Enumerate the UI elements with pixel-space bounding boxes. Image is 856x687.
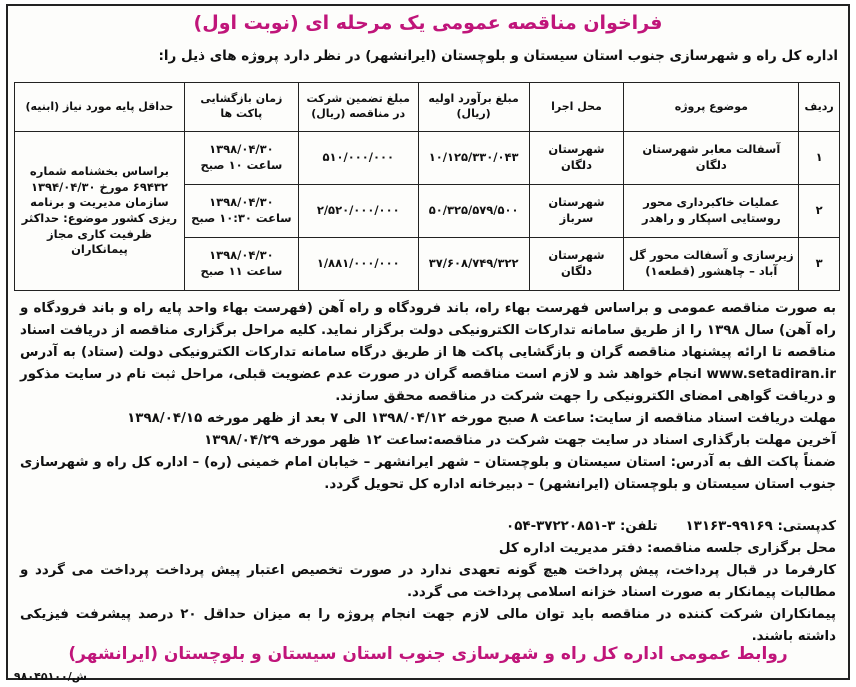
payment-paragraph: کارفرما در قبال پرداخت، پیش پرداخت هیچ گونه تعهدی ندارد در صورت تخصیص اعتبار پیش پرداخت پرداخت می گردد و مطالبات پیمانکار به صورت اسناد خزانه اسلامی پرداخت می گردد. bbox=[20, 563, 836, 600]
table-header-row bbox=[15, 83, 840, 132]
header-row-number: ردیف bbox=[799, 83, 840, 132]
project-estimate: ۳۷/۶۰۸/۷۴۹/۳۲۲ bbox=[418, 238, 529, 291]
project-opening bbox=[184, 185, 298, 238]
upload-deadline bbox=[20, 430, 836, 452]
project-guarantee: ۱/۸۸۱/۰۰۰/۰۰۰ bbox=[298, 238, 418, 291]
meeting-location-label: محل برگزاری جلسه مناقصه: bbox=[646, 541, 836, 556]
public-relations-footer: روابط عمومی اداره کل راه و شهرسازی جنوب استان سیستان و بلوچستان (ایرانشهر) bbox=[68, 644, 788, 664]
header-place: محل اجرا bbox=[529, 83, 624, 132]
document-deadline-value: ساعت ۸ صبح مورخه ۱۳۹۸/۰۴/۱۲ الی ۷ بعد از ظهر مورخه ۱۳۹۸/۰۴/۱۵ bbox=[127, 411, 590, 426]
header-guarantee: مبلغ تضمین شرکت در مناقصه (ریال) bbox=[298, 83, 418, 132]
address-value: استان سیستان و بلوچستان – شهر ایرانشهر – خیابان امام خمینی (ره) – اداره کل راه و شهرسازی جنوب استان سیستان و بلوچستان (ایرانشهر) – دبیرخانه اداره کل تحویل گردد. bbox=[20, 455, 836, 492]
address-label: ضمناً پاکت الف به آدرس: bbox=[670, 455, 836, 470]
upload-deadline-value: ساعت ۱۲ ظهر مورخه ۱۳۹۸/۰۴/۲۹ bbox=[204, 433, 428, 448]
financial-capacity-paragraph: پیمانکاران شرکت کننده در مناقصه باید توان مالی لازم جهت انجام پروژه را به میزان حداقل ۲۰ درصد پیشرفت فیزیکی داشته باشند. bbox=[20, 607, 837, 644]
projects-table bbox=[14, 82, 840, 291]
opening-time: ساعت ۱۰ صبح bbox=[200, 158, 283, 172]
header-subject: موضوع پروژه bbox=[624, 83, 799, 132]
intro-text: اداره کل راه و شهرسازی جنوب استان سیستان و بلوچستان (ایرانشهر) در نظر دارد پروژه های ذیل را: bbox=[158, 48, 838, 64]
main-paragraph: به صورت مناقصه عمومی و براساس فهرست بهاء راه، باند فرودگاه و راه آهن (فهرست بهاء واحد پایه راه و باند فرودگاه و راه آهن) سال ۱۳۹۸ را از طریق سامانه تدارکات الکترونیکی دولت برگزار نماید. کلیه مراحل برگزاری مناقصه از دریافت اسناد مناقصه تا ارائه پیشنهاد مناقصه گران و بازگشایی پاکت ها از طریق درگاه سامانه تدارکات الکترونیکی دولت (ستاد) به آدرس www.setadiran.ir انجام خواهد شد و لازم است مناقصه گران در صورت عدم عضویت قبلی، مراحل ثبت نام در سایت مذکور و دریافت گواهی امضای الکترونیکی را جهت شرکت در مناقصه محقق سازند. bbox=[20, 301, 836, 404]
row-number: ۱ bbox=[799, 132, 840, 185]
project-subject: عملیات خاکبرداری محور روستایی اسپکار و راهدر bbox=[624, 185, 799, 238]
upload-deadline-label: آخرین مهلت بارگذاری اسناد در سایت جهت شرکت در مناقصه: bbox=[427, 433, 836, 448]
envelope-address bbox=[20, 452, 836, 496]
meeting-location bbox=[20, 538, 836, 560]
project-guarantee: ۵۱۰/۰۰۰/۰۰۰ bbox=[298, 132, 418, 185]
project-place: شهرستان سرباز bbox=[529, 185, 624, 238]
project-place: شهرستان دلگان bbox=[529, 238, 624, 291]
project-subject: آسفالت معابر شهرستان دلگان bbox=[624, 132, 799, 185]
reference-number: ۹۸۰۴۵۱۰۰/ش bbox=[14, 670, 87, 683]
phone-label: تلفن: bbox=[619, 519, 658, 534]
row-number: ۲ bbox=[799, 185, 840, 238]
opening-date: ۱۳۹۸/۰۴/۳۰ bbox=[209, 248, 274, 263]
postal-code-label: کدپستی: bbox=[777, 519, 836, 534]
project-estimate: ۱۰/۱۲۵/۳۳۰/۰۴۳ bbox=[418, 132, 529, 185]
meeting-location-value: دفتر مدیریت اداره کل bbox=[498, 541, 647, 556]
opening-time: ساعت ۱۱ صبح bbox=[200, 264, 283, 278]
project-guarantee: ۲/۵۲۰/۰۰۰/۰۰۰ bbox=[298, 185, 418, 238]
header-opening-time: زمان بازگشایی پاکت ها bbox=[184, 83, 298, 132]
postal-code-value: ۹۹۱۶۹-۱۳۱۶۳ bbox=[685, 519, 778, 534]
header-min-grade: حداقل پایه مورد نیاز (ابنیه) bbox=[15, 83, 185, 132]
opening-time: ساعت ۱۰:۳۰ صبح bbox=[191, 211, 292, 225]
contact-line bbox=[20, 516, 836, 538]
phone-value: ۳-۳۷۲۲۰۸۵۱-۰۵۴ bbox=[506, 519, 620, 534]
tender-notice bbox=[6, 4, 850, 683]
project-opening bbox=[184, 132, 298, 185]
document-deadline-label: مهلت دریافت اسناد مناقصه از سایت: bbox=[589, 411, 836, 426]
project-place: شهرستان دلگان bbox=[529, 132, 624, 185]
notice-title: فراخوان مناقصه عمومی یک مرحله ای (نوبت اول) bbox=[193, 12, 663, 34]
document-deadline bbox=[20, 408, 836, 430]
min-grade-note: براساس بخشنامه شماره ۶۹۴۳۲ مورخ ۱۳۹۴/۰۴/۳۰ سازمان مدیریت و برنامه ریزی کشور موضوع: حداکثر ظرفیت کاری مجاز پیمانکاران bbox=[15, 132, 185, 291]
project-opening bbox=[184, 238, 298, 291]
project-estimate: ۵۰/۳۲۵/۵۷۹/۵۰۰ bbox=[418, 185, 529, 238]
row-number: ۳ bbox=[799, 238, 840, 291]
project-subject: زیرسازی و آسفالت محور گل آباد – چاهشور (قطعه۱) bbox=[624, 238, 799, 291]
opening-date: ۱۳۹۸/۰۴/۳۰ bbox=[209, 142, 274, 157]
header-estimate: مبلغ برآورد اولیه (ریال) bbox=[418, 83, 529, 132]
table-row bbox=[15, 132, 840, 185]
opening-date: ۱۳۹۸/۰۴/۳۰ bbox=[209, 195, 274, 210]
